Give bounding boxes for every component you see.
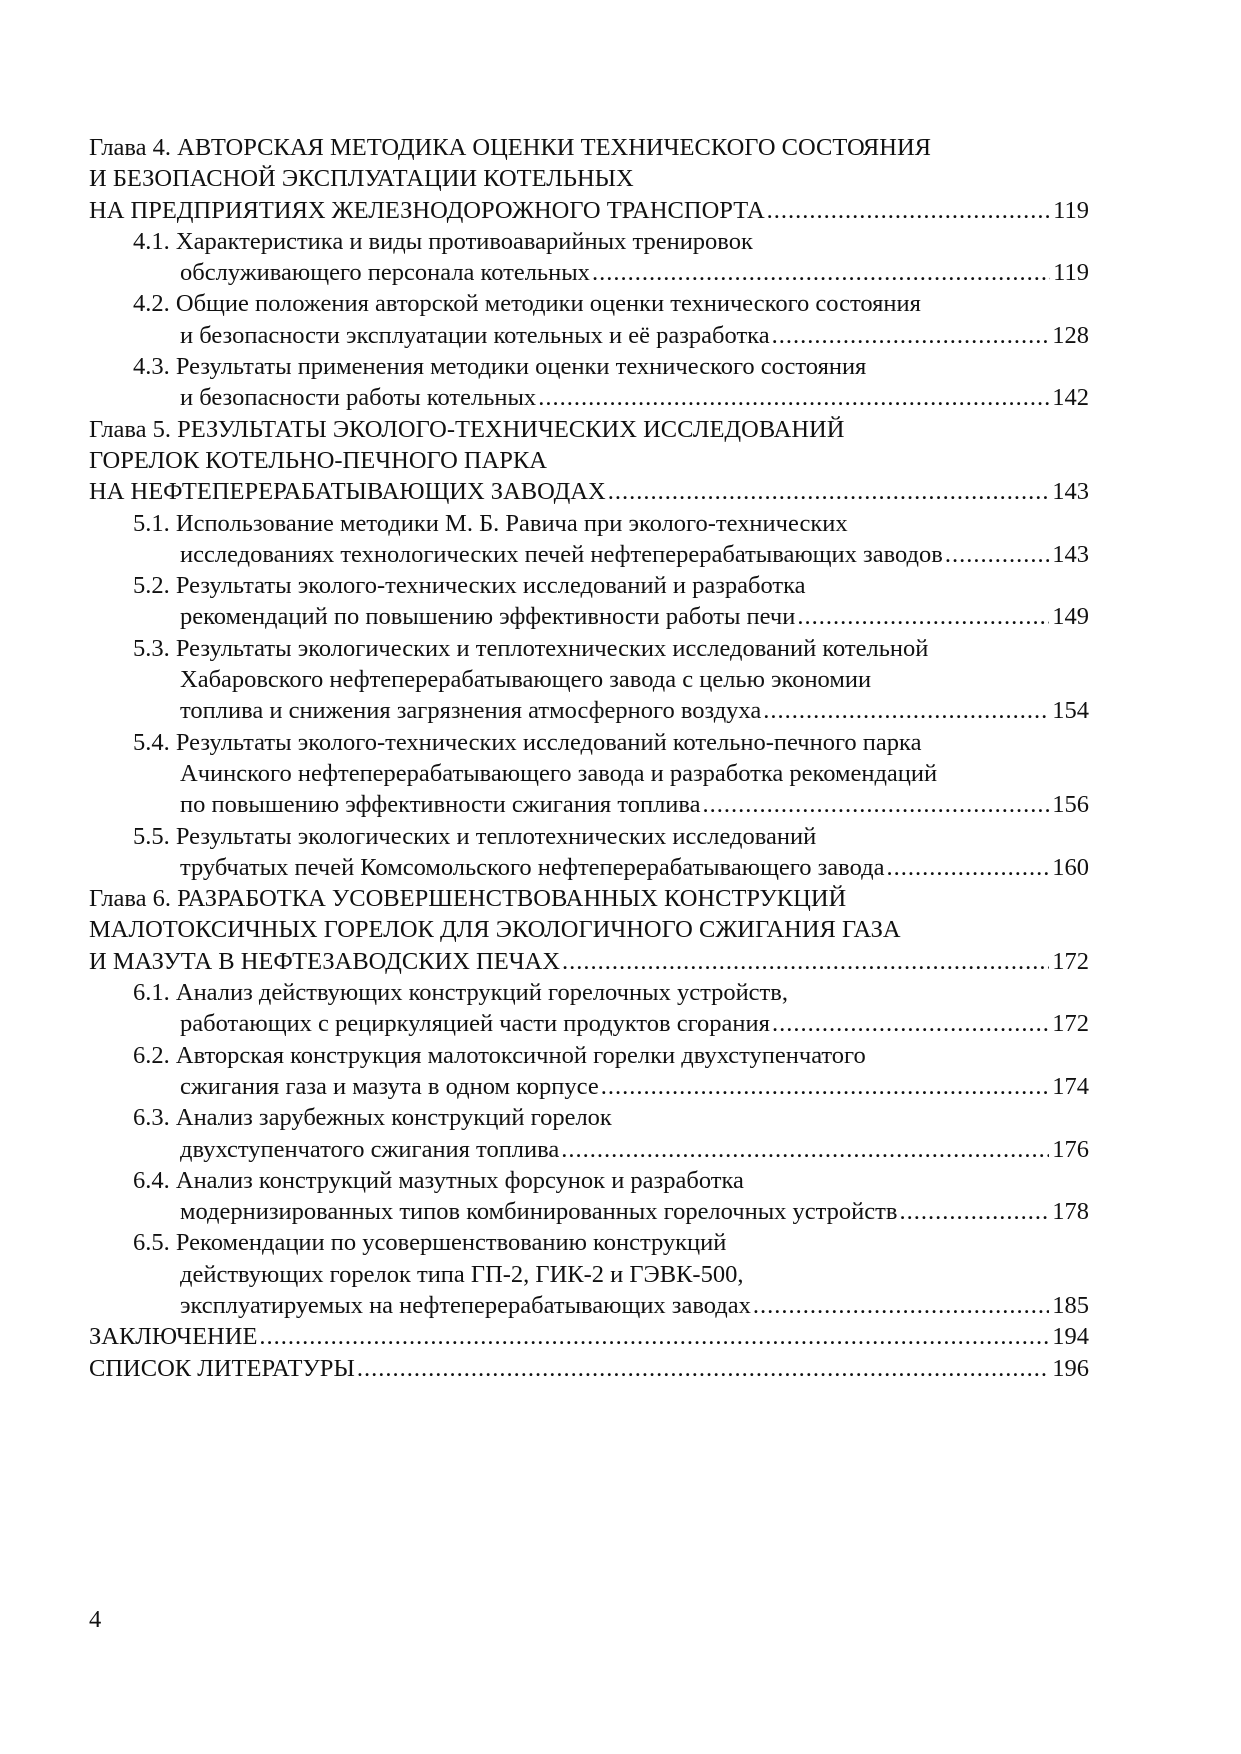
- dot-leader: [899, 1196, 1049, 1227]
- toc-line: [89, 1290, 1089, 1321]
- toc-entry-text: СПИСОК ЛИТЕРАТУРЫ: [89, 1354, 355, 1382]
- toc-line: [89, 758, 1089, 789]
- toc-chapter-entry[interactable]: [89, 1353, 1089, 1384]
- toc-entry-text: 5.4. Результаты эколого-технических исследований котельно-печного парка: [133, 728, 922, 756]
- dot-leader: [538, 382, 1049, 413]
- toc-entry-text: двухступенчатого сжигания топлива: [180, 1135, 560, 1163]
- toc-line: [89, 445, 1089, 476]
- toc-chapter-entry[interactable]: [89, 1321, 1089, 1352]
- toc-line: [89, 1102, 1089, 1133]
- toc-page-number: 174: [1052, 1072, 1089, 1100]
- toc-entry-text: ЗАКЛЮЧЕНИЕ: [89, 1323, 258, 1351]
- toc-page-number: 176: [1052, 1135, 1089, 1163]
- toc-section-entry[interactable]: [89, 226, 1089, 289]
- toc-line: [89, 195, 1089, 226]
- toc-entry-text: 4.3. Результаты применения методики оценки технического состояния: [133, 353, 867, 381]
- toc-line: [89, 1259, 1089, 1290]
- toc-entry-text: И БЕЗОПАСНОЙ ЭКСПЛУАТАЦИИ КОТЕЛЬНЫХ: [89, 165, 634, 193]
- toc-entry-text: 6.4. Анализ конструкций мазутных форсунок и разработка: [133, 1166, 744, 1194]
- toc-page-number: 143: [1052, 540, 1089, 568]
- toc-section-entry[interactable]: [89, 288, 1089, 351]
- toc-line: [89, 664, 1089, 695]
- toc-chapter-entry[interactable]: [89, 132, 1089, 226]
- toc-page-number: 143: [1052, 478, 1089, 506]
- toc-line: [89, 601, 1089, 632]
- toc-entry-text: 5.2. Результаты эколого-технических исследований и разработка: [133, 572, 806, 600]
- page-number: 4: [89, 1606, 102, 1633]
- toc-section-entry[interactable]: [89, 351, 1089, 414]
- toc-section-entry[interactable]: [89, 821, 1089, 884]
- toc-entry-text: 5.5. Результаты экологических и теплотехнических исследований: [133, 822, 817, 850]
- toc-entry-text: 6.1. Анализ действующих конструкций горелочных устройств,: [133, 979, 788, 1007]
- toc-line: [89, 320, 1089, 351]
- toc-line: [89, 226, 1089, 257]
- toc-entry-text: НА НЕФТЕПЕРЕРАБАТЫВАЮЩИХ ЗАВОДАХ: [89, 478, 606, 506]
- toc-section-entry[interactable]: [89, 1227, 1089, 1321]
- toc-entry-text: Ачинского нефтеперерабатывающего завода и разработка рекомендаций: [180, 759, 938, 787]
- dot-leader: [592, 257, 1050, 288]
- toc-section-entry[interactable]: [89, 508, 1089, 571]
- toc-line: [89, 382, 1089, 413]
- toc-entry-text: трубчатых печей Комсомольского нефтеперерабатывающего завода: [180, 853, 885, 881]
- dot-leader: [601, 1071, 1050, 1102]
- toc-line: [89, 883, 1089, 914]
- toc-line: [89, 1165, 1089, 1196]
- toc-line: [89, 977, 1089, 1008]
- dot-leader: [259, 1321, 1049, 1352]
- toc-page-number: 172: [1052, 1010, 1089, 1038]
- toc-section-entry[interactable]: [89, 977, 1089, 1040]
- toc-entry-text: 5.3. Результаты экологических и теплотехнических исследований котельной: [133, 634, 929, 662]
- toc-entry-text: обслуживающего персонала котельных: [180, 259, 590, 287]
- toc-line: [89, 1071, 1089, 1102]
- toc-line: [89, 476, 1089, 507]
- toc-page-number: 119: [1053, 196, 1089, 224]
- toc-entry-text: топлива и снижения загрязнения атмосферного воздуха: [180, 697, 762, 725]
- dot-leader: [767, 195, 1051, 226]
- toc-entry-text: 4.2. Общие положения авторской методики оценки технического состояния: [133, 290, 921, 318]
- toc-entry-text: 6.3. Анализ зарубежных конструкций горелок: [133, 1104, 612, 1132]
- toc-line: [89, 1196, 1089, 1227]
- toc-line: [89, 257, 1089, 288]
- toc-line: [89, 351, 1089, 382]
- dot-leader: [608, 476, 1050, 507]
- toc-entry-text: 5.1. Использование методики М. Б. Равича при эколого-технических: [133, 509, 848, 537]
- toc-entry-text: исследованиях технологических печей нефтеперерабатывающих заводов: [180, 540, 943, 568]
- toc-line: [89, 1134, 1089, 1165]
- toc-page-number: 196: [1052, 1354, 1089, 1382]
- toc-chapter-entry[interactable]: [89, 883, 1089, 977]
- toc-line: [89, 132, 1089, 163]
- toc-entry-text: действующих горелок типа ГП-2, ГИК-2 и ГЭВК-500,: [180, 1260, 744, 1288]
- toc-entry-text: по повышению эффективности сжигания топлива: [180, 791, 701, 819]
- dot-leader: [763, 695, 1049, 726]
- toc-section-entry[interactable]: [89, 633, 1089, 727]
- toc-section-entry[interactable]: [89, 570, 1089, 633]
- toc-entry-text: 6.5. Рекомендации по усовершенствованию конструкций: [133, 1229, 727, 1257]
- toc-page-number: 142: [1052, 384, 1089, 412]
- toc-entry-text: 4.1. Характеристика и виды противоаварийных тренировок: [133, 227, 753, 255]
- toc-entry-text: И МАЗУТА В НЕФТЕЗАВОДСКИХ ПЕЧАХ: [89, 947, 561, 975]
- dot-leader: [357, 1353, 1049, 1384]
- dot-leader: [562, 946, 1049, 977]
- toc-entry-text: сжигания газа и мазута в одном корпусе: [180, 1072, 599, 1100]
- dot-leader: [945, 539, 1049, 570]
- toc-line: [89, 163, 1089, 194]
- dot-leader: [561, 1134, 1049, 1165]
- dot-leader: [886, 852, 1049, 883]
- toc-page-number: 119: [1053, 259, 1089, 287]
- dot-leader: [703, 789, 1050, 820]
- dot-leader: [797, 601, 1049, 632]
- toc-line: [89, 1353, 1089, 1384]
- toc-entry-text: и безопасности работы котельных: [180, 384, 537, 412]
- toc-line: [89, 727, 1089, 758]
- toc-page-number: 149: [1052, 603, 1089, 631]
- toc-entry-text: и безопасности эксплуатации котельных и её разработка: [180, 321, 770, 349]
- toc-line: [89, 1008, 1089, 1039]
- toc-page-number: 156: [1052, 791, 1089, 819]
- toc-page-number: 194: [1052, 1323, 1089, 1351]
- toc-entry-text: Глава 6. РАЗРАБОТКА УСОВЕРШЕНСТВОВАННЫХ КОНСТРУКЦИЙ: [89, 885, 847, 913]
- toc-line: [89, 508, 1089, 539]
- toc-line: [89, 414, 1089, 445]
- toc-line: [89, 852, 1089, 883]
- toc-page-number: 154: [1052, 697, 1089, 725]
- toc-line: [89, 821, 1089, 852]
- toc-line: [89, 914, 1089, 945]
- toc-entry-text: МАЛОТОКСИЧНЫХ ГОРЕЛОК ДЛЯ ЭКОЛОГИЧНОГО СЖИГАНИЯ ГАЗА: [89, 916, 901, 944]
- toc-line: [89, 539, 1089, 570]
- toc-section-entry[interactable]: [89, 1102, 1089, 1165]
- dot-leader: [772, 320, 1050, 351]
- toc-entry-text: Глава 4. АВТОРСКАЯ МЕТОДИКА ОЦЕНКИ ТЕХНИЧЕСКОГО СОСТОЯНИЯ: [89, 134, 931, 161]
- toc-section-entry[interactable]: [89, 727, 1089, 821]
- toc-line: [89, 288, 1089, 319]
- dot-leader: [772, 1008, 1049, 1039]
- toc-page-number: 128: [1052, 321, 1089, 349]
- toc-page-number: 172: [1052, 947, 1089, 975]
- toc-entry-text: работающих с рециркуляцией части продуктов сгорания: [180, 1010, 770, 1038]
- toc-entry-text: рекомендаций по повышению эффективности работы печи: [180, 603, 796, 631]
- toc-line: [89, 1040, 1089, 1071]
- toc-entry-text: НА ПРЕДПРИЯТИЯХ ЖЕЛЕЗНОДОРОЖНОГО ТРАНСПОРТА: [89, 196, 765, 224]
- table-of-contents: [89, 132, 1089, 1384]
- toc-entry-text: модернизированных типов комбинированных горелочных устройств: [180, 1198, 898, 1226]
- toc-entry-text: Глава 5. РЕЗУЛЬТАТЫ ЭКОЛОГО-ТЕХНИЧЕСКИХ ИССЛЕДОВАНИЙ: [89, 415, 845, 443]
- toc-page-number: 160: [1052, 853, 1089, 881]
- toc-line: [89, 1227, 1089, 1258]
- toc-line: [89, 1321, 1089, 1352]
- toc-page-number: 178: [1052, 1198, 1089, 1226]
- toc-line: [89, 633, 1089, 664]
- toc-line: [89, 789, 1089, 820]
- toc-page-number: 185: [1052, 1291, 1089, 1319]
- toc-line: [89, 570, 1089, 601]
- toc-chapter-entry[interactable]: [89, 414, 1089, 508]
- toc-entry-text: ГОРЕЛОК КОТЕЛЬНО-ПЕЧНОГО ПАРКА: [89, 446, 547, 474]
- toc-entry-text: Хабаровского нефтеперерабатывающего завода с целью экономии: [180, 666, 872, 694]
- toc-line: [89, 946, 1089, 977]
- toc-section-entry[interactable]: [89, 1165, 1089, 1228]
- toc-entry-text: эксплуатируемых на нефтеперерабатывающих заводах: [180, 1291, 751, 1319]
- dot-leader: [753, 1290, 1049, 1321]
- toc-line: [89, 695, 1089, 726]
- toc-entry-text: 6.2. Авторская конструкция малотоксичной горелки двухступенчатого: [133, 1041, 866, 1069]
- toc-section-entry[interactable]: [89, 1040, 1089, 1103]
